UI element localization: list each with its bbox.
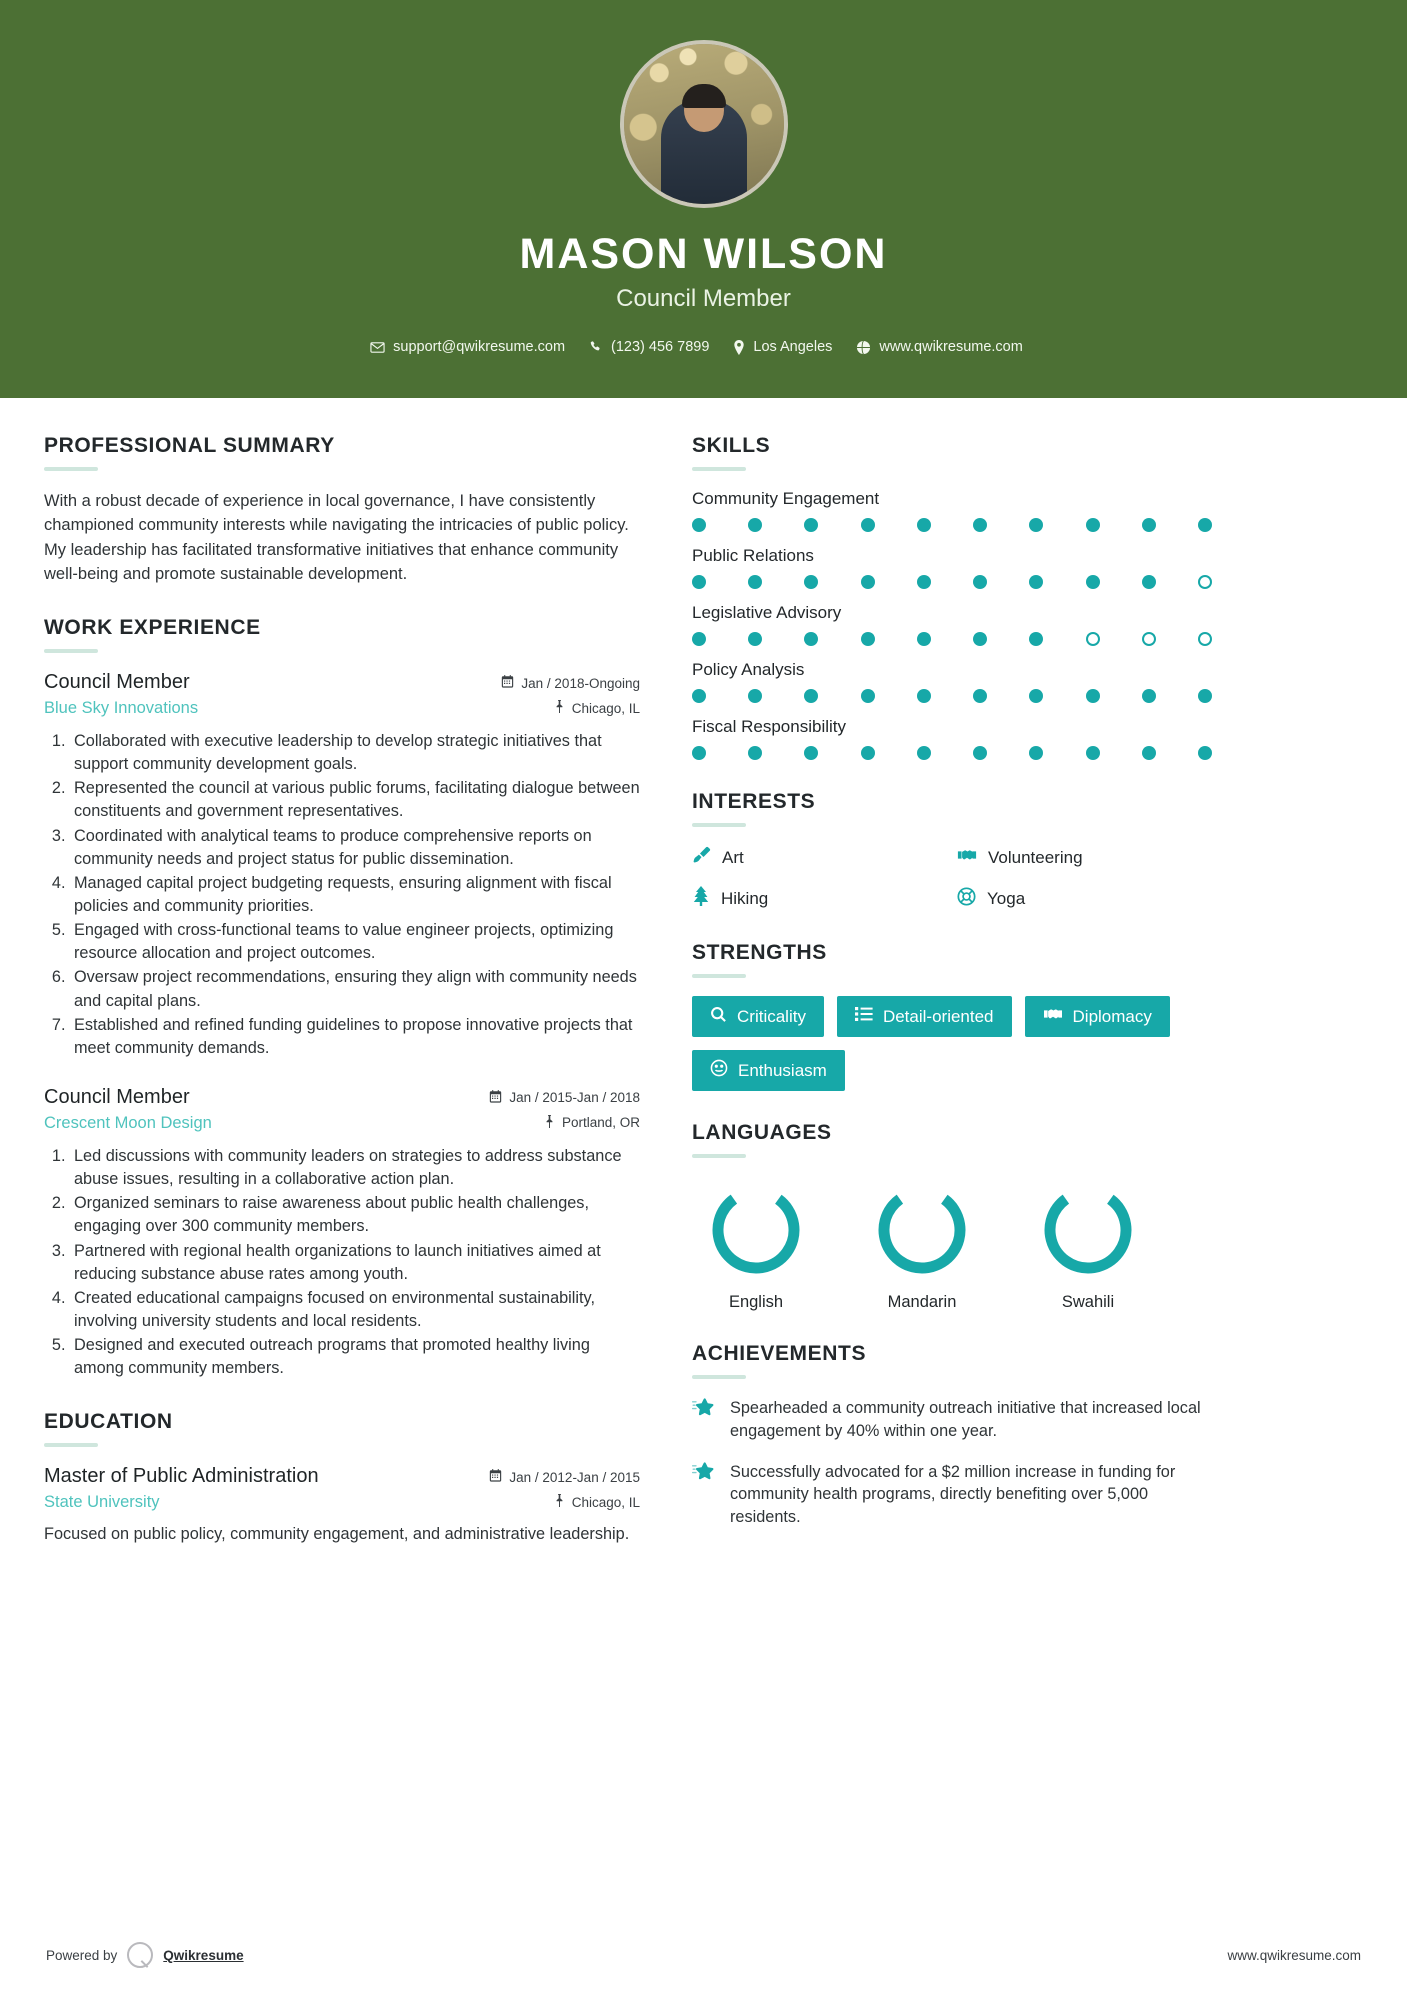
work-dates-text: Jan / 2018-Ongoing: [521, 675, 640, 691]
skill-dot-filled: [861, 632, 875, 646]
skill-dot-filled: [973, 746, 987, 760]
interest-item: [957, 886, 1212, 911]
contact-location-text: Los Angeles: [753, 339, 833, 355]
interest-label: Volunteering: [988, 847, 1083, 867]
work-entry-header: [44, 1086, 640, 1109]
star-icon: [692, 1397, 716, 1424]
skill-dot-filled: [917, 746, 931, 760]
work-bullet: 3. Partnered with regional health organizations to launch initiatives aimed at reducing substance abuse rates among youth.: [70, 1240, 640, 1286]
skill-dot-filled: [1086, 746, 1100, 760]
pin-icon: [554, 700, 565, 716]
skill-dot-filled: [1029, 575, 1043, 589]
work-entry-subheader: [44, 1114, 640, 1133]
skill-item: [692, 489, 1212, 532]
skill-dot-filled: [917, 575, 931, 589]
work-bullet: 4. Managed capital project budgeting requests, ensuring alignment with fiscal policies and community priorities.: [70, 872, 640, 918]
resume-body: [0, 398, 1407, 1577]
skill-dot-filled: [1086, 689, 1100, 703]
language-item: [692, 1182, 820, 1312]
language-donut: [1040, 1182, 1136, 1278]
section-title: PROFESSIONAL SUMMARY: [44, 434, 335, 457]
contact-phone[interactable]: [589, 339, 709, 355]
skill-rating: [692, 689, 1212, 703]
skill-dot-filled: [861, 689, 875, 703]
location-pin-icon: [733, 340, 745, 355]
skill-dot-filled: [692, 689, 706, 703]
work-organization[interactable]: Blue Sky Innovations: [44, 699, 199, 717]
skill-dot-filled: [1029, 518, 1043, 532]
language-label: English: [728, 1293, 784, 1311]
skill-item: [692, 546, 1212, 589]
skill-dot-filled: [1029, 689, 1043, 703]
work-location: [544, 1115, 640, 1131]
contact-email[interactable]: [370, 339, 565, 355]
strength-chip-diplomacy[interactable]: [1025, 996, 1170, 1037]
strengths-list: [692, 996, 1212, 1091]
pin-icon: [554, 1494, 565, 1510]
work-dates-text: Jan / 2015-Jan / 2018: [509, 1090, 640, 1106]
skill-label: Community Engagement: [692, 489, 880, 508]
education-entry: [44, 1465, 640, 1546]
handshake-icon: [957, 845, 977, 870]
contact-bar: [370, 339, 1037, 355]
skill-label: Fiscal Responsibility: [692, 717, 846, 736]
work-dates: [501, 675, 640, 691]
skill-dot-filled: [692, 575, 706, 589]
skill-rating: [692, 632, 1212, 646]
work-bullet: 1. Led discussions with community leaders on strategies to address substance abuse issues, resulting in a collaborative action plan.: [70, 1145, 640, 1191]
language-item: [858, 1182, 986, 1312]
interest-label: Yoga: [987, 888, 1026, 908]
skill-label: Legislative Advisory: [692, 603, 842, 622]
work-bullet: 2. Organized seminars to raise awareness about public health challenges, engaging over 300 community members.: [70, 1192, 640, 1238]
section-title: SKILLS: [692, 434, 771, 457]
section-work-experience: [44, 616, 640, 1380]
skill-item: [692, 603, 1212, 646]
skill-dot-filled: [748, 632, 762, 646]
skill-rating: [692, 518, 1212, 532]
pin-icon: [544, 1115, 555, 1131]
skill-dot-filled: [748, 575, 762, 589]
skill-dot-filled: [917, 689, 931, 703]
education-school[interactable]: State University: [44, 1493, 160, 1512]
globe-icon: [856, 340, 871, 355]
skill-rating: [692, 746, 1212, 760]
tree-icon: [692, 886, 710, 911]
skill-dot-filled: [917, 518, 931, 532]
achievement-item: [692, 1397, 1212, 1443]
section-title: INTERESTS: [692, 790, 816, 813]
section-rule: [692, 1154, 746, 1158]
skill-dot-filled: [692, 746, 706, 760]
section-strengths: [692, 941, 1212, 1091]
work-entry: [44, 1086, 640, 1380]
section-rule: [44, 1443, 98, 1447]
section-title: EDUCATION: [44, 1410, 173, 1434]
section-professional-summary: [44, 434, 640, 586]
section-languages: [692, 1121, 1212, 1312]
skill-dot-filled: [1086, 518, 1100, 532]
calendar-icon: [489, 1090, 502, 1106]
lifebuoy-icon: [957, 887, 976, 911]
skill-dot-filled: [1086, 575, 1100, 589]
contact-phone-text: (123) 456 7899: [611, 339, 710, 355]
interest-item: [692, 886, 947, 911]
language-item: [1024, 1182, 1152, 1312]
skill-dot-filled: [1142, 689, 1156, 703]
skill-dot-filled: [1142, 575, 1156, 589]
work-bullet: 4. Created educational campaigns focused on environmental sustainability, involving university students and local residents.: [70, 1287, 640, 1333]
search-icon: [710, 1006, 727, 1028]
language-label: Mandarin: [887, 1293, 957, 1311]
work-entry-subheader: [44, 699, 640, 718]
work-location: [554, 700, 640, 716]
skill-rating: [692, 575, 1212, 589]
email-icon: [370, 340, 385, 355]
section-rule: [692, 974, 746, 978]
phone-icon: [589, 340, 603, 354]
work-bullet: 5. Engaged with cross-functional teams to value engineer projects, optimizing resource allocation and project outcomes.: [70, 919, 640, 965]
work-role: Council Member: [44, 671, 190, 693]
candidate-job-title: Council Member: [616, 285, 791, 312]
skill-dot-filled: [1142, 746, 1156, 760]
skill-dot-filled: [804, 632, 818, 646]
star-icon: [692, 1461, 716, 1488]
skill-dot-filled: [973, 518, 987, 532]
contact-location[interactable]: [733, 339, 832, 355]
language-donut: [874, 1182, 970, 1278]
resume-footer: [0, 1942, 1407, 1968]
achievement-text: Spearheaded a community outreach initiative that increased local engagement by 40% within one year.: [730, 1399, 1201, 1440]
skill-dot-empty: [1198, 575, 1212, 589]
skill-dot-filled: [1029, 746, 1043, 760]
skill-dot-filled: [1029, 632, 1043, 646]
qwikresume-logo-icon: [127, 1942, 153, 1968]
strength-label: Detail-oriented: [882, 1006, 994, 1026]
skill-dot-filled: [1142, 518, 1156, 532]
education-entry-subheader: [44, 1493, 640, 1512]
skill-dot-filled: [804, 575, 818, 589]
work-role: Council Member: [44, 1085, 190, 1108]
skill-dot-filled: [973, 689, 987, 703]
work-bullet: 1. Collaborated with executive leadership to develop strategic initiatives that support community development goals.: [70, 730, 640, 776]
education-dates: [489, 1469, 640, 1485]
left-column: [44, 434, 640, 1577]
footer-website[interactable]: www.qwikresume.com: [1227, 1947, 1361, 1963]
languages-list: [692, 1176, 1212, 1312]
resume-header: [0, 0, 1407, 398]
strength-chip-enthusiasm[interactable]: [692, 1050, 845, 1091]
work-bullets: [44, 1145, 640, 1380]
section-rule: [692, 823, 746, 827]
skill-dot-filled: [804, 746, 818, 760]
contact-website-text: www.qwikresume.com: [879, 339, 1023, 355]
candidate-name: MASON WILSON: [519, 230, 888, 278]
section-rule: [44, 649, 98, 653]
education-description: Focused on public policy, community engagement, and administrative leadership.: [44, 1525, 630, 1544]
skill-dot-filled: [973, 575, 987, 589]
handshake-icon: [1043, 1005, 1063, 1028]
work-location-text: Chicago, IL: [571, 700, 640, 716]
section-rule: [692, 1375, 746, 1379]
work-bullet: 7. Established and refined funding guidelines to propose innovative projects that meet community demands.: [70, 1014, 640, 1060]
skill-dot-filled: [861, 518, 875, 532]
skill-dot-empty: [1198, 632, 1212, 646]
section-achievements: [692, 1342, 1212, 1529]
section-title: WORK EXPERIENCE: [44, 616, 261, 639]
paintbrush-icon: [692, 846, 711, 870]
education-entry-header: [44, 1465, 640, 1488]
strength-label: Criticality: [737, 1006, 806, 1026]
strength-chip-criticality[interactable]: [692, 996, 824, 1037]
skill-dot-filled: [1198, 518, 1212, 532]
interest-item: [692, 845, 947, 870]
section-interests: [692, 790, 1212, 911]
interests-grid: [692, 845, 1212, 911]
summary-text: With a robust decade of experience in local governance, I have consistently championed community interests while navigating the intricacies of public policy. My leadership has facilitated transformative initiatives that enhance community well-being and promote sustainable development.: [44, 492, 629, 583]
skill-item: [692, 660, 1212, 703]
work-entry-header: [44, 671, 640, 694]
powered-by-label: Powered by: [46, 1947, 118, 1963]
language-label: Swahili: [1061, 1293, 1115, 1311]
section-education: [44, 1410, 640, 1546]
skill-dot-filled: [917, 632, 931, 646]
skill-dot-filled: [804, 518, 818, 532]
strength-chip-detail-oriented[interactable]: [837, 996, 1012, 1037]
skill-item: [692, 717, 1212, 760]
section-title: ACHIEVEMENTS: [692, 1342, 867, 1365]
list-icon: [855, 1006, 873, 1027]
section-title: STRENGTHS: [692, 941, 827, 964]
skill-dot-filled: [748, 518, 762, 532]
interest-label: Hiking: [721, 888, 769, 908]
work-dates: [489, 1090, 640, 1106]
skill-dot-filled: [692, 518, 706, 532]
skill-dot-filled: [861, 746, 875, 760]
education-location: [554, 1494, 640, 1510]
right-column: [692, 434, 1212, 1577]
skill-dot-filled: [1198, 746, 1212, 760]
work-bullet: 3. Coordinated with analytical teams to produce comprehensive reports on community needs and project status for public dissemination.: [70, 825, 640, 871]
skill-dot-filled: [1198, 689, 1212, 703]
education-dates-text: Jan / 2012-Jan / 2015: [509, 1469, 640, 1485]
achievement-item: [692, 1461, 1212, 1529]
strength-label: Enthusiasm: [738, 1060, 827, 1080]
skill-dot-filled: [804, 689, 818, 703]
contact-email-text: support@qwikresume.com: [393, 339, 566, 355]
skill-dot-filled: [692, 632, 706, 646]
section-rule: [44, 467, 98, 471]
work-bullet: 5. Designed and executed outreach programs that promoted healthy living among community members.: [70, 1334, 640, 1380]
interest-label: Art: [722, 847, 744, 867]
achievement-text: Successfully advocated for a $2 million increase in funding for community health programs, directly benefiting over 5,000 residents.: [730, 1462, 1176, 1527]
qwikresume-brand-link[interactable]: Qwikresume: [163, 1947, 244, 1963]
skill-dot-filled: [748, 689, 762, 703]
powered-by: [46, 1942, 244, 1968]
skill-dot-filled: [861, 575, 875, 589]
skill-dot-filled: [748, 746, 762, 760]
skill-label: Public Relations: [692, 546, 814, 565]
skill-dot-empty: [1142, 632, 1156, 646]
calendar-icon: [489, 1469, 502, 1485]
avatar: [620, 40, 788, 208]
calendar-icon: [501, 675, 514, 691]
work-bullet: 2. Represented the council at various public forums, facilitating dialogue between constituents and government representatives.: [70, 777, 640, 823]
skill-dot-empty: [1086, 632, 1100, 646]
work-bullets: [44, 730, 640, 1060]
education-degree: Master of Public Administration: [44, 1465, 319, 1488]
work-entry: [44, 671, 640, 1060]
skill-dot-filled: [973, 632, 987, 646]
skill-label: Policy Analysis: [692, 660, 805, 679]
strength-label: Diplomacy: [1072, 1006, 1152, 1026]
section-rule: [692, 467, 746, 471]
education-location-text: Chicago, IL: [571, 1494, 640, 1510]
section-title: LANGUAGES: [692, 1121, 832, 1144]
smiley-icon: [710, 1059, 728, 1082]
skills-list: [692, 489, 1212, 760]
work-organization[interactable]: Crescent Moon Design: [44, 1113, 212, 1132]
language-donut: [708, 1182, 804, 1278]
work-location-text: Portland, OR: [561, 1115, 640, 1131]
work-bullet: 6. Oversaw project recommendations, ensuring they align with community needs and capital plans.: [70, 966, 640, 1012]
contact-website[interactable]: [856, 339, 1022, 355]
section-skills: [692, 434, 1212, 760]
interest-item: [957, 845, 1212, 870]
